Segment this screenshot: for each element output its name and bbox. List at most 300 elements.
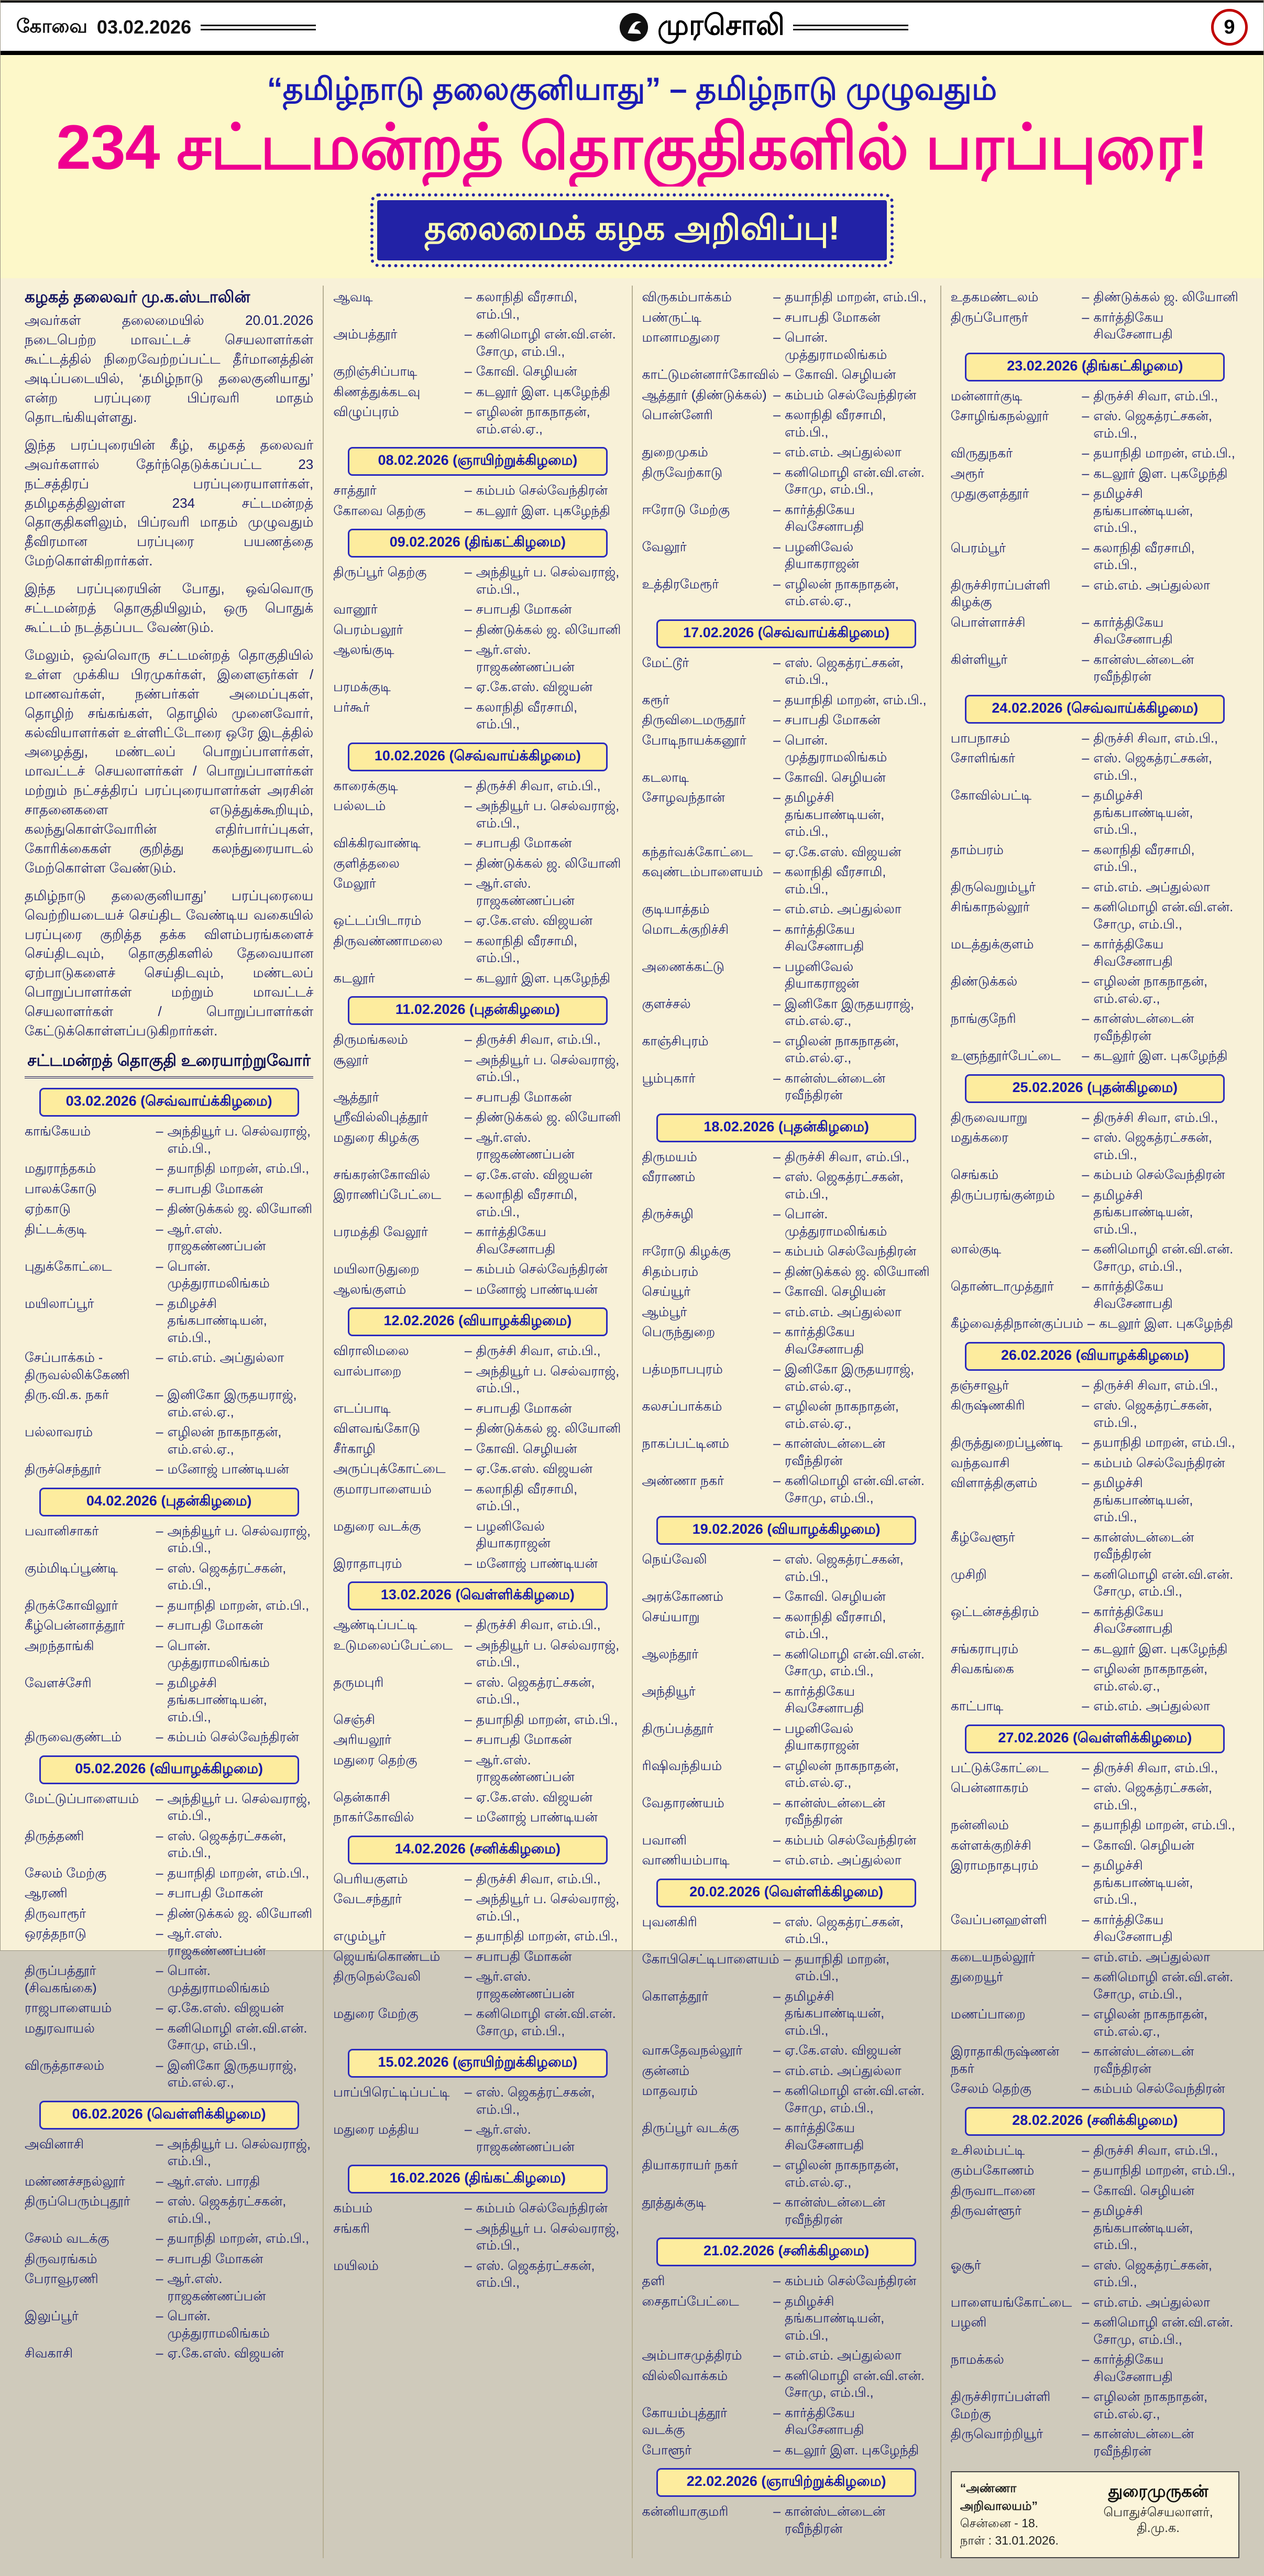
schedule-row	[951, 2202, 1239, 2254]
speaker-name: அந்தியூர் ப. செல்வராஜ், எம்.பி.,	[167, 2136, 311, 2169]
constituency-name: கும்மிடிப்பூண்டி	[25, 1560, 118, 1576]
schedule-row	[333, 1637, 622, 1671]
constituency-name: திருப்பூர் தெற்கு	[333, 565, 427, 580]
decorative-rule-right	[793, 22, 908, 33]
speaker-name: எழிலன் நாகநாதன், எம்.எல்.ஏ.,	[785, 1033, 899, 1066]
date-header: 23.02.2026 (திங்கட்கிழமை)	[965, 353, 1225, 381]
speaker-name: தயாநிதி மாறன், எம்.பி.,	[167, 1865, 310, 1881]
schedule-row	[333, 1674, 622, 1708]
constituency-name: அறந்தாங்கி	[25, 1638, 94, 1653]
constituency-name: ஆத்தூர் (திண்டுக்கல்)	[642, 387, 767, 402]
dash-separator: –	[156, 2272, 163, 2287]
dash-separator: –	[464, 2085, 472, 2100]
speaker-name: திருச்சி சிவா, எம்.பி.,	[476, 1344, 601, 1359]
schedule-row	[951, 1377, 1239, 1394]
headline-banner	[1, 55, 1263, 187]
constituency-name: ஆலந்தூர்	[642, 1646, 699, 1662]
schedule-row	[333, 2220, 622, 2254]
constituency-name: நாமக்கல்	[950, 2352, 1004, 2367]
schedule-row	[642, 2082, 931, 2116]
dash-separator: –	[464, 1789, 472, 1805]
dash-separator: –	[1082, 1818, 1090, 1833]
schedule-row	[333, 1224, 622, 1258]
speaker-name: எழிலன் நாகநாதன், எம்.எல்.ஏ.,	[1093, 1662, 1208, 1694]
constituency-name: இராதாபுரம்	[333, 1556, 402, 1571]
constituency-name: காரைக்குடி	[333, 778, 398, 793]
schedule-row	[951, 2080, 1239, 2098]
speaker-name: கடலூர் இள. புகழேந்தி	[476, 503, 611, 518]
dash-separator: –	[156, 2136, 163, 2152]
dash-separator: –	[773, 1609, 781, 1624]
constituency-name: சிவகாசி	[25, 2346, 73, 2361]
dash-separator: –	[156, 2231, 163, 2246]
dash-separator: –	[464, 1481, 472, 1497]
constituency-name: வந்தவாசி	[950, 1455, 1010, 1470]
intro-paragraph: இந்த பரப்புரையின் கீழ், கழகத் தலைவர் அவர்களால் தேர்ந்தெடுக்கப்பட்ட 23 நட்சத்திரப் பரப்புரையாளர்கள், தமிழகத்திலுள்ள 234 சட்டமன்றத் தொகுதிகளிலும், பிப்ரவரி மாதம் முழுவதும் தீவிரமான பரப்புரை பயணத்தை மேற்கொள்கிறார்கள்.	[25, 436, 314, 569]
constituency-name: பாளையங்கோட்டை	[950, 2295, 1072, 2310]
speaker-name: கான்ஸ்டன்டைன் ரவீந்திரன்	[785, 1071, 886, 1103]
constituency-name: அரியலூர்	[333, 1732, 392, 1748]
constituency-name: நெய்வேலி	[642, 1552, 707, 1567]
dash-separator: –	[773, 1284, 781, 1300]
speaker-name: கலாநிதி வீரசாமி, எம்.பி.,	[476, 1187, 578, 1219]
dash-separator: –	[1082, 1378, 1090, 1393]
speaker-name: மனோஜ் பாண்டியன்	[476, 1810, 598, 1825]
speaker-name: தயாநிதி மாறன், எம்.பி.,	[1093, 1435, 1235, 1450]
schedule-row	[642, 1472, 931, 1507]
constituency-name: மதுரை தெற்கு	[333, 1752, 417, 1767]
speaker-name: கார்த்திகேய சிவசேனாபதி	[476, 1225, 556, 1257]
constituency-name: திருக்கோவிலூர்	[25, 1598, 118, 1613]
dash-separator: –	[1082, 290, 1090, 305]
dash-separator: –	[773, 1589, 781, 1604]
schedule-row	[951, 1566, 1239, 1600]
dash-separator: –	[464, 327, 472, 342]
schedule-row	[642, 2062, 931, 2080]
schedule-row	[333, 1440, 622, 1458]
schedule-row	[25, 2308, 313, 2342]
speaker-name: திண்டுக்கல் ஜ. லியோனி	[1093, 290, 1238, 305]
date-header: 16.02.2026 (திங்கட்கிழமை)	[348, 2165, 608, 2193]
constituency-name: காட்டுமன்னார்கோவில்	[642, 367, 779, 383]
dash-separator: –	[464, 2006, 472, 2022]
schedule-row	[642, 1758, 931, 1792]
schedule-row	[951, 1010, 1239, 1044]
speaker-name: கான்ஸ்டன்டைன் ரவீந்திரன்	[785, 2195, 886, 2227]
constituency-name: கும்பகோணம்	[950, 2163, 1035, 2178]
schedule-row	[333, 1891, 622, 1925]
schedule-row	[951, 2351, 1239, 2385]
dash-separator: –	[773, 1362, 781, 1377]
constituency-name: ஆலங்குடி	[333, 642, 394, 658]
schedule-row	[951, 2257, 1239, 2291]
speaker-name: கோவி. செழியன்	[476, 1441, 577, 1456]
constituency-name: போளூர்	[642, 2442, 692, 2458]
dash-separator: –	[1082, 1838, 1090, 1853]
speaker-name: தயாநிதி மாறன், எம்.பி.,	[476, 1712, 618, 1727]
dash-separator: –	[773, 692, 781, 707]
schedule-row	[333, 2084, 622, 2118]
schedule-row	[333, 875, 622, 909]
schedule-row	[333, 482, 622, 499]
dash-separator: –	[464, 1638, 472, 1653]
schedule-row	[25, 2057, 313, 2091]
constituency-name: மண்ணச்சநல்லூர்	[25, 2174, 125, 2189]
speaker-name: மனோஜ் பாண்டியன்	[476, 1282, 598, 1297]
schedule-row	[951, 1315, 1239, 1333]
dash-separator: –	[773, 2158, 781, 2173]
schedule-row	[333, 970, 622, 987]
dash-separator: –	[464, 1949, 472, 1964]
schedule-row	[642, 996, 931, 1030]
constituency-name: பொள்ளாச்சி	[950, 615, 1026, 630]
dash-separator: –	[464, 2221, 472, 2236]
constituency-name: திருப்பூர் வடக்கு	[642, 2121, 739, 2136]
schedule-row	[951, 1109, 1239, 1127]
constituency-name: ஸ்ரீவில்லிபுத்தூர்	[333, 1110, 428, 1125]
speaker-name: தமிழச்சி தங்கபாண்டியன், எம்.பி.,	[1093, 1187, 1193, 1237]
schedule-row	[333, 601, 622, 618]
schedule-row	[333, 1052, 622, 1086]
speaker-name: இனிகோ இருதயராஜ், எம்.எல்.ஏ.,	[785, 996, 914, 1029]
speaker-name: திருச்சி சிவா, எம்.பி.,	[1093, 2143, 1218, 2158]
schedule-row	[25, 2173, 313, 2190]
speaker-name: ஆர்.எஸ். ராஜகண்ணப்பன்	[476, 1752, 575, 1785]
dash-separator: –	[773, 1071, 781, 1086]
dash-separator: –	[1087, 1316, 1095, 1331]
speaker-name: பொன். முத்துராமலிங்கம்	[785, 330, 887, 362]
speaker-name: கம்பம் செல்வேந்திரன்	[476, 1262, 608, 1277]
schedule-row	[951, 973, 1239, 1007]
constituency-name: இராதாகிருஷ்ணன் நகர்	[950, 2044, 1060, 2076]
date-header: 04.02.2026 (புதன்கிழமை)	[39, 1488, 299, 1516]
speaker-name: சபாபதி மோகன்	[476, 836, 572, 851]
speaker-name: கார்த்திகேய சிவசேனாபதி	[1093, 1912, 1173, 1945]
constituency-name: முதுகுளத்தூர்	[950, 486, 1029, 501]
speaker-name: சபாபதி மோகன்	[167, 1618, 263, 1633]
speaker-name: அந்தியூர் ப. செல்வராஜ், எம்.பி.,	[167, 1523, 311, 1556]
date-header: 17.02.2026 (செவ்வாய்க்கிழமை)	[656, 619, 916, 648]
schedule-row	[951, 842, 1239, 876]
intro-lead: கழகத் தலைவர் மு.க.ஸ்டாலின்	[25, 288, 250, 307]
dash-separator: –	[773, 2043, 781, 2058]
dash-separator: –	[156, 2021, 163, 2036]
schedule-row	[25, 2020, 313, 2054]
schedule-row	[951, 1187, 1239, 1238]
dash-separator: –	[156, 1388, 163, 1403]
speaker-name: திண்டுக்கல் ஜ. லியோனி	[167, 1906, 313, 1921]
dash-separator: –	[1082, 2081, 1090, 2097]
schedule-row	[642, 1588, 931, 1606]
constituency-name: சோழிங்கநல்லூர்	[950, 409, 1049, 424]
constituency-name: பல்லாவரம்	[25, 1425, 93, 1440]
speaker-name: கம்பம் செல்வேந்திரன்	[1093, 2081, 1225, 2097]
dash-separator: –	[464, 1461, 472, 1477]
constituency-name: கோவில்பட்டி	[950, 788, 1032, 803]
speaker-name: பழனிவேல் தியாகராஜன்	[785, 959, 860, 991]
schedule-row	[333, 1342, 622, 1360]
constituency-name: போடிநாயக்கனூர்	[642, 733, 746, 748]
constituency-name: தொண்டாமுத்தூர்	[950, 1279, 1054, 1294]
schedule-row	[25, 2136, 313, 2170]
schedule-row	[642, 864, 931, 898]
schedule-row	[333, 289, 622, 323]
dash-separator: –	[464, 970, 472, 986]
constituency-name: வாசுதேவநல்லூர்	[642, 2043, 743, 2058]
dash-separator: –	[156, 1828, 163, 1843]
constituency-name: சிங்காநல்லூர்	[950, 900, 1030, 915]
speaker-name: எம்.எம். அப்துல்லா	[167, 1350, 284, 1366]
constituency-name: வேளச்சேரி	[25, 1675, 92, 1690]
constituency-name: தியாகராயர் நகர்	[642, 2158, 738, 2173]
schedule-row	[642, 1149, 931, 1166]
schedule-row	[25, 1925, 313, 1959]
schedule-row	[951, 289, 1239, 306]
dash-separator: –	[464, 1089, 472, 1105]
schedule-row	[642, 2042, 931, 2059]
speaker-name: கார்த்திகேய சிவசேனாபதி	[1093, 2352, 1173, 2384]
dash-separator: –	[464, 1556, 472, 1571]
speaker-name: எம்.எம். அப்துல்லா	[1093, 577, 1211, 593]
dash-separator: –	[773, 1304, 781, 1319]
dash-separator: –	[464, 622, 472, 637]
constituency-name: ராஜபாளையம்	[25, 2001, 112, 2016]
dash-separator: –	[773, 1552, 781, 1567]
schedule-row	[333, 1711, 622, 1729]
speaker-name: சபாபதி மோகன்	[476, 1089, 572, 1105]
constituency-name: திருவையாறு	[950, 1110, 1028, 1125]
speaker-name: கலாநிதி வீரசாமி, எம்.பி.,	[785, 865, 886, 897]
constituency-name: திருப்பத்தூர் (சிவகங்கை)	[25, 1963, 97, 1995]
constituency-name: காட்பாடி	[950, 1699, 1004, 1714]
speaker-name: கான்ஸ்டன்டைன் ரவீந்திரன்	[1093, 1011, 1194, 1043]
schedule-row	[642, 2273, 931, 2290]
schedule-row	[642, 1033, 931, 1067]
issue-date: நாள் : 31.01.2026.	[960, 2534, 1059, 2548]
speaker-name: கடலூர் இள. புகழேந்தி	[1093, 1049, 1228, 1064]
speaker-name: சபாபதி மோகன்	[785, 713, 881, 728]
schedule-row	[951, 1969, 1239, 2003]
dash-separator: –	[464, 1225, 472, 1240]
constituency-name: சேலம் தெற்கு	[950, 2081, 1031, 2097]
constituency-name: தருமபுரி	[333, 1675, 384, 1690]
schedule-row	[951, 1278, 1239, 1312]
constituency-name: மேட்டூர்	[642, 655, 689, 670]
speaker-name: கார்த்திகேய சிவசேனாபதி	[785, 2121, 864, 2153]
dash-separator: –	[773, 1473, 781, 1489]
speaker-name: கான்ஸ்டன்டைன் ரவீந்திரன்	[1093, 2044, 1194, 2076]
dash-separator: –	[1082, 310, 1090, 325]
dash-separator: –	[464, 2122, 472, 2137]
dash-separator: –	[773, 2083, 781, 2099]
dash-separator: –	[464, 778, 472, 793]
schedule-row	[25, 1387, 313, 1421]
dash-separator: –	[156, 1221, 163, 1237]
speaker-name: தயாநிதி மாறன், எம்.பி.,	[476, 1929, 618, 1944]
schedule-row	[642, 1988, 931, 2039]
constituency-name: ஜெயங்கொண்டம்	[333, 1949, 441, 1964]
constituency-name: கம்பம்	[333, 2201, 373, 2216]
speaker-name: திண்டுக்கல் ஜ. லியோனி	[476, 1421, 621, 1436]
dash-separator: –	[773, 1721, 781, 1736]
dash-separator: –	[1082, 2044, 1090, 2059]
schedule-row	[25, 1617, 313, 1634]
constituency-name: திருப்பத்தூர்	[642, 1721, 714, 1736]
speaker-name: தயாநிதி மாறன், எம்.பி.,	[795, 1951, 889, 1984]
dash-separator: –	[464, 1969, 472, 1984]
speaker-name: திருச்சி சிவா, எம்.பி.,	[476, 1618, 601, 1633]
speaker-name: திருச்சி சிவா, எம்.பி.,	[476, 778, 601, 793]
masthead-divider	[1, 51, 1263, 55]
speaker-name: கனிமொழி என்.வி.என். சோமு, எம்.பி.,	[785, 1473, 925, 1505]
constituency-name: ரிஷிவந்தியம்	[642, 1758, 722, 1773]
constituency-name: கிணத்துக்கடவு	[333, 384, 421, 399]
constituency-name: மானாமதுரை	[642, 330, 720, 345]
schedule-row	[642, 1720, 931, 1754]
dash-separator: –	[464, 1752, 472, 1767]
dash-separator: –	[773, 2405, 781, 2420]
constituency-name: அண்ணா நகர்	[642, 1473, 724, 1489]
dash-separator: –	[773, 1033, 781, 1049]
constituency-name: செய்யூர்	[642, 1284, 691, 1300]
dash-separator: –	[773, 330, 781, 345]
constituency-name: அந்தியூர்	[642, 1684, 696, 1699]
constituency-name: திருச்சிராப்பள்ளி கிழக்கு	[950, 577, 1051, 610]
dash-separator: –	[464, 1732, 472, 1748]
speaker-name: கனிமொழி என்.வி.என். சோமு, எம்.பி.,	[785, 2083, 925, 2115]
dash-separator: –	[156, 1963, 163, 1979]
constituency-name: உசிலம்பட்டி	[950, 2143, 1025, 2158]
dash-separator: –	[464, 913, 472, 929]
date-header: 03.02.2026 (செவ்வாய்க்கிழமை)	[39, 1088, 299, 1117]
constituency-name: பெருந்துறை	[642, 1325, 716, 1340]
constituency-name: மயிலம்	[333, 2258, 379, 2273]
speaker-name: ஆர்.எஸ். ராஜகண்ணப்பன்	[476, 1969, 575, 2001]
schedule-row	[642, 1852, 931, 1869]
constituency-name: மதுரவாயல்	[25, 2021, 95, 2036]
speaker-name: மனோஜ் பாண்டியன்	[476, 1556, 598, 1571]
schedule-row	[642, 1070, 931, 1104]
speaker-name: கனிமொழி என்.வி.என். சோமு, எம்.பி.,	[785, 465, 925, 497]
schedule-row	[951, 2426, 1239, 2460]
constituency-name: தளி	[642, 2274, 665, 2289]
constituency-name: அவினாசி	[25, 2136, 84, 2152]
headline-main: 234 சட்டமன்றத் தொகுதிகளில் பரப்புரை!	[56, 112, 1208, 182]
speaker-name: திருச்சி சிவா, எம்.பி.,	[1093, 730, 1218, 746]
schedule-row	[642, 329, 931, 363]
dash-separator: –	[1082, 2295, 1090, 2310]
office-address: சென்னை - 18.	[960, 2516, 1039, 2530]
dash-separator: –	[773, 1646, 781, 1662]
dash-separator: –	[773, 713, 781, 728]
dash-separator: –	[773, 2195, 781, 2210]
dash-separator: –	[1082, 974, 1090, 989]
speaker-name: ஆர்.எஸ். ராஜகண்ணப்பன்	[476, 642, 575, 674]
schedule-row	[642, 654, 931, 689]
dash-separator: –	[156, 1523, 163, 1538]
dash-separator: –	[464, 1871, 472, 1886]
schedule-row	[642, 464, 931, 498]
speaker-name: எம்.எம். அப்துல்லா	[1093, 1699, 1211, 1714]
date-header: 10.02.2026 (செவ்வாய்க்கிழமை)	[348, 743, 608, 771]
schedule-row	[951, 2182, 1239, 2200]
speaker-name: கோவி. செழியன்	[785, 770, 886, 785]
dash-separator: –	[773, 2294, 781, 2309]
speaker-name: தமிழச்சி தங்கபாண்டியன், எம்.பி.,	[1093, 1858, 1193, 1907]
dash-separator: –	[773, 865, 781, 880]
speaker-name: ஏ.கே.எஸ். விஜயன்	[167, 2001, 284, 2016]
dash-separator: –	[773, 1832, 781, 1848]
constituency-name: குளச்சல்	[642, 996, 691, 1011]
constituency-name: திருத்துறைப்பூண்டி	[950, 1435, 1063, 1450]
constituency-name: மொடக்குறிச்சி	[642, 922, 729, 937]
constituency-name: திருச்செந்தூர்	[25, 1462, 102, 1477]
speaker-name: கோவி. செழியன்	[785, 1589, 886, 1604]
constituency-name: பெரியகுளம்	[333, 1871, 408, 1886]
constituency-name: கீழ்வைத்திநான்குப்பம்	[950, 1316, 1083, 1331]
constituency-name: திருத்தணி	[25, 1828, 84, 1843]
dash-separator: –	[1082, 466, 1090, 481]
constituency-name: கோயம்புத்தூர் வடக்கு	[642, 2405, 728, 2438]
schedule-row	[951, 309, 1239, 343]
dash-separator: –	[464, 565, 472, 580]
speaker-name: கனிமொழி என்.வி.என். சோமு, எம்.பி.,	[785, 1646, 925, 1679]
speaker-name: கடலூர் இள. புகழேந்தி	[1093, 466, 1228, 481]
constituency-name: மணப்பாறை	[950, 2007, 1026, 2022]
dash-separator: –	[464, 1282, 472, 1297]
schedule-row	[951, 1397, 1239, 1431]
constituency-name: சோழவந்தான்	[642, 790, 725, 805]
constituency-name: தஞ்சாவூர்	[950, 1378, 1009, 1393]
speaker-name: கோவி. செழியன்	[795, 367, 896, 383]
dash-separator: –	[1082, 2007, 1090, 2022]
constituency-name: பத்மநாபபுரம்	[642, 1362, 723, 1377]
schedule-row	[25, 1597, 313, 1614]
dash-separator: –	[464, 602, 472, 617]
date-header: 08.02.2026 (ஞாயிற்றுக்கிழமை)	[348, 447, 608, 476]
speaker-name: திண்டுக்கல் ஜ. லியோனி	[785, 1264, 930, 1279]
schedule-row	[333, 363, 622, 380]
speaker-name: கனிமொழி என்.வி.என். சோமு, எம்.பி.,	[476, 2006, 616, 2038]
constituency-name: கோபிசெட்டிபாளையம்	[642, 1951, 779, 1967]
dash-separator: –	[464, 1441, 472, 1456]
dash-separator: –	[156, 2251, 163, 2266]
dash-separator: –	[1082, 751, 1090, 766]
speaker-name: கனிமொழி என்.வி.என். சோமு, எம்.பி.,	[476, 327, 616, 359]
constituency-name: அம்பத்தூர்	[333, 327, 398, 342]
dash-separator: –	[156, 2174, 163, 2189]
dash-separator: –	[464, 1344, 472, 1359]
speaker-name: ஏ.கே.எஸ். விஜயன்	[476, 1461, 593, 1477]
speaker-name: எஸ். ஜெகத்ரட்சகன், எம்.பி.,	[476, 2258, 595, 2290]
constituency-name: பெரம்பூர்	[950, 540, 1006, 555]
schedule-row	[333, 1948, 622, 1966]
speaker-name: எஸ். ஜெகத்ரட்சகன், எம்.பி.,	[167, 2194, 287, 2226]
announcement-strip	[1, 187, 1263, 278]
schedule-row	[333, 1186, 622, 1220]
constituency-name: கிள்ளியூர்	[950, 652, 1008, 667]
constituency-name: ஆம்பூர்	[642, 1304, 687, 1319]
constituency-name: சீர்காழி	[333, 1441, 376, 1456]
speaker-name: எஸ். ஜெகத்ரட்சகன், எம்.பி.,	[785, 1552, 904, 1584]
speaker-name: எழிலன் நாகநாதன், எம்.எல்.ஏ.,	[1093, 974, 1208, 1006]
column-4	[941, 286, 1249, 2558]
constituency-name: சேலம் மேற்கு	[25, 1865, 107, 1881]
speaker-name: சபாபதி மோகன்	[476, 1949, 572, 1964]
signatory	[1086, 2480, 1230, 2537]
speaker-name: இனிகோ இருதயராஜ், எம்.எல்.ஏ.,	[167, 2058, 297, 2090]
speaker-name: தயாநிதி மாறன், எம்.பி.,	[1093, 446, 1235, 461]
